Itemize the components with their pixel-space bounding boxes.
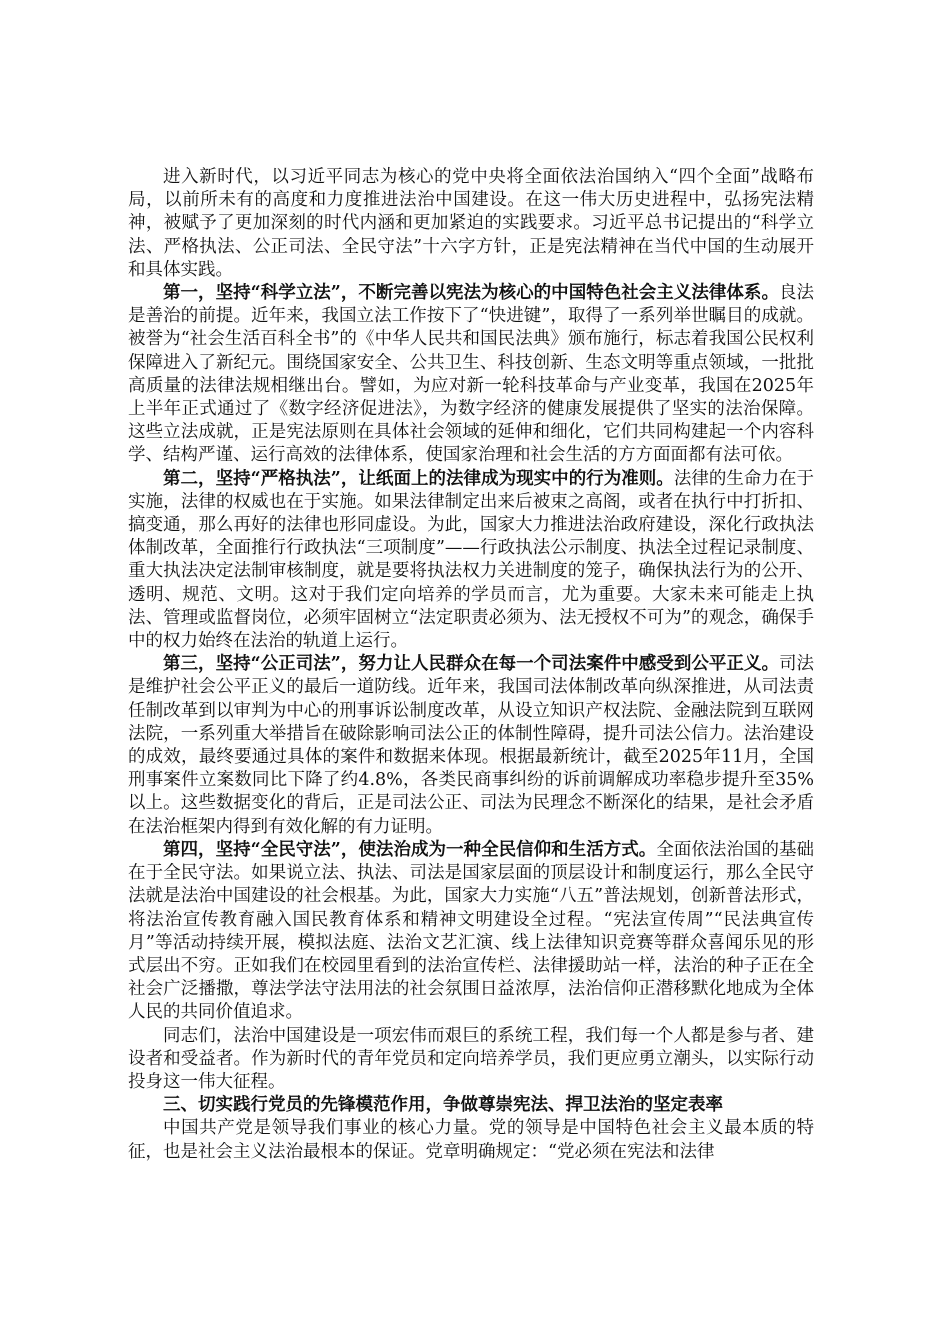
point-3-lead: 第三，坚持“公正司法”，努力让人民群众在每一个司法案件中感受到公平正义。 [163, 654, 779, 675]
point-1-lead: 第一，坚持“科学立法”，不断完善以宪法为核心的中国特色社会主义法律体系。 [163, 283, 779, 304]
closing-paragraph [128, 1025, 814, 1095]
point-1-paragraph [128, 282, 814, 468]
intro-paragraph [128, 166, 814, 282]
paragraph-text: 良法是善治的前提。近年来，我国立法工作按下了“快进键”，取得了一系列举世瞩目的成就。被誉为“社会生活百科全书”的《中华人民共和国民法典》颁布施行，标志着我国公民权利保障进入了新纪元。围绕国家安全、公共卫生、科技创新、生态文明等重点领域，一批批高质量的法律法规相继出台。譬如，为应对新一轮科技革命与产业变革，我国在2025年上半年正式通过了《数字经济促进法》，为数字经济的健康发展提供了坚实的法治保障。这些立法成就，正是宪法原则在具体社会领域的延伸和细化，它们共同构建起一个内容科学、结构严谨、运行高效的法律体系，使国家治理和社会生活的方方面面都有法可依。 [128, 283, 814, 466]
paragraph-text: 同志们，法治中国建设是一项宏伟而艰巨的系统工程，我们每一个人都是参与者、建设者和受益者。作为新时代的青年党员和定向培养学员，我们更应勇立潮头，以实际行动投身这一伟大征程。 [128, 1025, 814, 1092]
point-2-paragraph [128, 468, 814, 654]
paragraph-text: 法律的生命力在于实施，法律的权威也在于实施。如果法律制定出来后被束之高阁，或者在执行中打折扣、搞变通，那么再好的法律也形同虚设。为此，国家大力推进法治政府建设，深化行政执法体制改革，全面推行行政执法“三项制度”——行政执法公示制度、执法全过程记录制度、重大执法决定法制审核制度，就是要将执法权力关进制度的笼子，确保执法行为的公开、透明、规范、文明。这对于我们定向培养的学员而言，尤为重要。大家未来可能走上执法、管理或监督岗位，必须牢固树立“法定职责必须为、法无授权不可为”的观念，确保手中的权力始终在法治的轨道上运行。 [128, 468, 814, 652]
paragraph-text: 全面依法治国的基础在于全民守法。如果说立法、执法、司法是国家层面的顶层设计和制度运行，那么全民守法就是法治中国建设的社会根基。为此，国家大力实施“八五”普法规划，创新普法形式，将法治宣传教育融入国民教育体系和精神文明建设全过程。“宪法宣传周”“民法典宣传月”等活动持续开展，模拟法庭、法治文艺汇演、线上法律知识竞赛等群众喜闻乐见的形式层出不穷。正如我们在校园里看到的法治宣传栏、法律援助站一样，法治的种子正在全社会广泛播撒，尊法学法守法用法的社会氛围日益浓厚，法治信仰正潜移默化地成为全体人民的共同价值追求。 [128, 839, 814, 1023]
paragraph-text: 进入新时代，以习近平同志为核心的党中央将全面依法治国纳入“四个全面”战略布局，以前所未有的高度和力度推进法治中国建设。在这一伟大历史进程中，弘扬宪法精神，被赋予了更加深刻的时代内涵和更加紧迫的实践要求。习近平总书记提出的“科学立法、严格执法、公正司法、全民守法”十六字方针，正是宪法精神在当代中国的生动展开和具体实践。 [128, 167, 814, 280]
final-paragraph: 中国共产党是领导我们事业的核心力量。党的领导是中国特色社会主义最本质的特征，也是社会主义法治最根本的保证。党章明确规定：“党必须在宪法和法律 [128, 1118, 814, 1162]
point-4-lead: 第四，坚持“全民守法”，使法治成为一种全民信仰和生活方式。 [163, 839, 657, 860]
section-heading: 三、切实践行党员的先锋模范作用，争做尊崇宪法、捍卫法治的坚定表率 [163, 1095, 723, 1116]
paragraph-text: 司法是维护社会公平正义的最后一道防线。近年来，我国司法体制改革向纵深推进，从司法责任制改革到以审判为中心的刑事诉讼制度改革，从设立知识产权法院、金融法院到互联网法院，一系列重大举措旨在破除影响司法公正的体制性障碍，提升司法公信力。法治建设的成效，最终要通过具体的案件和数据来体现。根据最新统计，截至2025年11月，全国刑事案件立案数同比下降了约4.8%，各类民商事纠纷的诉前调解成功率稳步提升至35%以上。这些数据变化的背后，正是司法公正、司法为民理念不断深化的结果，是社会矛盾在法治框架内得到有效化解的有力证明。 [128, 654, 814, 837]
document-page [128, 166, 814, 1164]
point-3-paragraph [128, 653, 814, 839]
point-2-lead: 第二，坚持“严格执法”，让纸面上的法律成为现实中的行为准则。 [163, 468, 674, 489]
point-4-paragraph [128, 839, 814, 1025]
